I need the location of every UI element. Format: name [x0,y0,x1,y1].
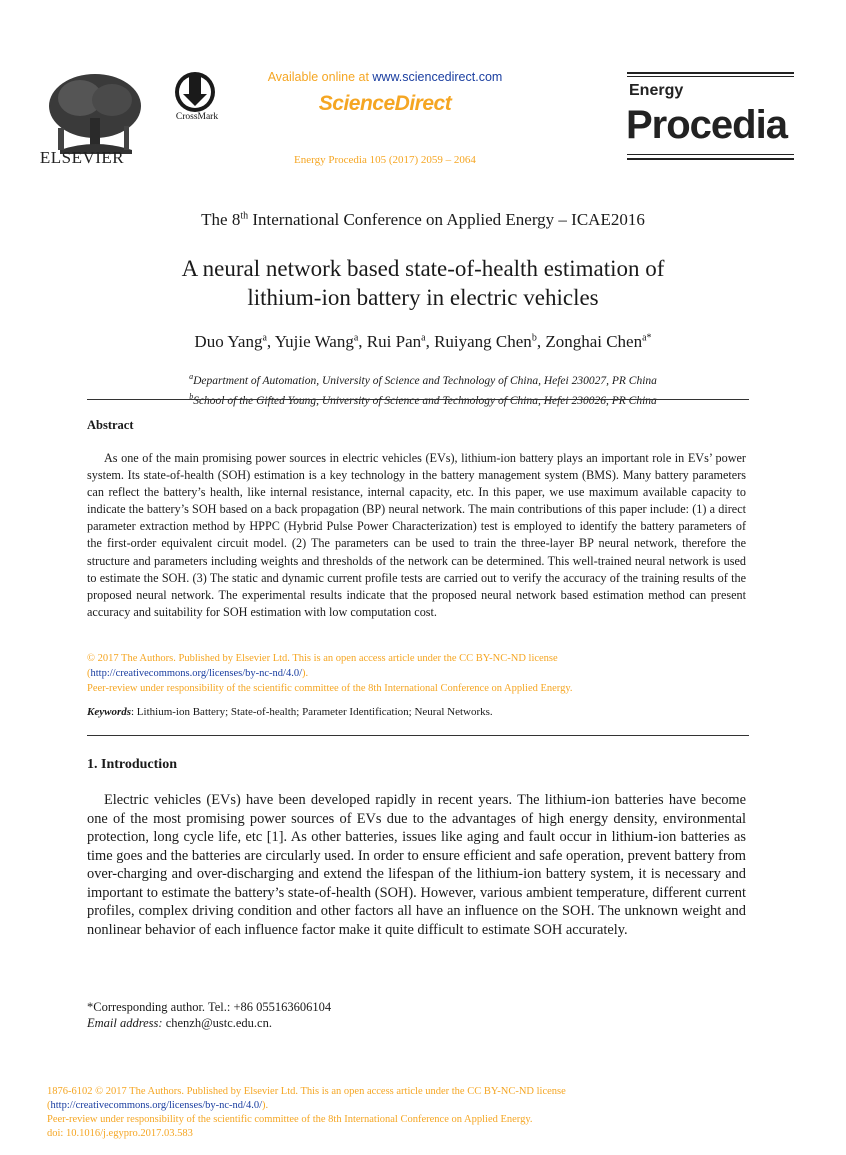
copyright-line: © 2017 The Authors. Published by Elsevier Ltd. This is an open access article under the CC BY-NC-ND license [87,653,558,664]
paren: ( [87,668,91,679]
footer-link-line [47,1099,787,1113]
author-separator: , [266,332,275,351]
author-separator: , [536,332,546,351]
available-prefix: Available online at [267,70,373,84]
crossmark-label: CrossMark [175,112,219,122]
affiliation-mark: b [189,391,194,401]
author-affil-mark: a [353,332,359,344]
abstract-paragraph: As one of the main promising power sources in electric vehicles (EVs), lithium-ion battery plays an important role in EVs’ power system. Its state-of-health (SOH) estimation is a key technology in the battery management system (BMS). Many battery parameters can reflect the battery’s health, like internal resistance, internal capacity, etc. In this paper, we use maximum available capacity to indicate the battery’s SOH based on a back propagation (BP) neural network. The main contributions of this paper include: (1) a direct parameter extraction method by HPPC (Hybrid Pulse Power Characterization) test is employed to identify the battery parameters of the first-order equivalent circuit model. (2) The parameters can be used to train the three-layer BP neural network, therefore the structure and parameters including weights and thresholds of the network can be determined. This well-trained neural network is used to estimate the SOH. (3) The static and dynamic current profile tests are carried out to verify the accuracy of the training results of the proposed neural network. The experimental results indicate that the proposed neural network based estimation method can present accuracy and suitability for SOH estimation with low computation cost. [87,451,746,619]
email-address[interactable]: chenzh@ustc.edu.cn. [162,1016,272,1030]
page-footer [47,1085,787,1141]
title-line-1: A neural network based state-of-health estimation of [181,256,665,281]
affiliations [60,369,786,409]
affiliation-text: Department of Automation, University of Science and Technology of China, Hefei 230027, PR China [193,374,657,387]
author-separator: , [425,332,435,351]
keywords-list: : Lithium-ion Battery; State-of-health; Parameter Identification; Neural Networks. [131,706,493,718]
introduction-paragraph: Electric vehicles (EVs) have been developed rapidly in recent years. The lithium-ion batteries have become one of the most promising power sources of EVs due to the advantages of high energy density, environmental protection, long cycle life, etc [1]. As other batteries, issues like aging and fault occur in lithium-ion batteries as time goes and the batteries are circularly used. In order to ensure efficient and safe operation, prevent battery from over-charging and over-discharging and extend the lifespan of the lithium-ion battery system, it is necessary and important to estimate the battery’s state-of-health (SOH). However, various ambient temperature, different current profiles, complex driving condition and other factors all have an influence on the SOH. The unknown weight and nonlinear behavior of each influence factor make it quite difficult to estimate SOH accurately. [87,792,746,938]
author: Yujie Wang [274,332,354,351]
author: Zonghai Chen [545,332,643,351]
paren: ). [262,1100,269,1111]
affiliation-mark: a [189,372,194,381]
abstract-heading: Abstract [87,418,134,432]
author-separator: , [358,332,367,351]
keywords [87,706,746,718]
affiliation [60,369,786,389]
keywords-label: Keywords [87,706,131,718]
author-affil-mark: a [421,332,426,344]
footer-doi[interactable]: doi: 10.1016/j.egypro.2017.03.583 [47,1128,193,1139]
journal-logo-energy: Energy [629,82,684,99]
license-link[interactable]: http://creativecommons.org/licenses/by-nc-nd/4.0/ [90,668,303,679]
footer-peer-review: Peer-review under responsibility of the scientific committee of the 8th International Conference on Applied Energy. [47,1114,533,1125]
author-affil-mark: a [262,332,267,344]
author-affil-mark: a* [642,332,652,344]
conference-sup: th [240,210,249,222]
copyright-license-line [87,666,746,681]
journal-logo-rule [627,158,794,160]
footer-license-link[interactable]: http://creativecommons.org/licenses/by-nc-nd/4.0/ [50,1100,263,1111]
conference-prefix: The 8 [201,210,241,229]
author: Rui Pan [366,332,422,351]
journal-logo-rule [627,154,794,155]
journal-logo-rule [627,72,794,74]
introduction-heading: 1. Introduction [87,757,177,772]
peer-review-line: Peer-review under responsibility of the scientific committee of the 8th International Conference on Applied Energy. [87,683,573,694]
title-line-2: lithium-ion battery in electric vehicles [247,285,599,310]
journal-logo-rule [627,76,794,77]
sciencedirect-logo[interactable]: ScienceDirect [318,92,452,115]
conference-line [60,210,786,230]
paren: ( [47,1100,51,1111]
section-divider [87,735,749,736]
author-affil-mark: b [531,332,537,344]
publisher-name: ELSEVIER [39,148,125,167]
sciencedirect-link[interactable]: www.sciencedirect.com [372,70,503,84]
affiliation-text: School of the Gifted Young, University of Science and Technology of China, Hefei 230026, PR China [193,394,657,407]
introduction-body [87,791,746,939]
journal-logo-procedia: Procedia [626,103,787,147]
section-divider [87,399,749,400]
author: Duo Yang [194,332,263,351]
abstract-body [87,450,746,621]
footer-license-line: 1876-6102 © 2017 The Authors. Published by Elsevier Ltd. This is an open access article under the CC BY-NC-ND license [47,1086,566,1097]
corresponding-author: *Corresponding author. Tel.: +86 055163606104 [87,1000,332,1014]
author-list [60,332,786,352]
paper-title [60,254,786,312]
abstract-copyright [87,651,746,696]
author: Ruiyang Chen [434,332,532,351]
paren: ). [302,668,309,679]
journal-reference: Energy Procedia 105 (2017) 2059 – 2064 [294,154,476,166]
email-label: Email address: [87,1016,163,1030]
conference-rest: International Conference on Applied Energy – ICAE2016 [248,210,645,229]
corresponding-email [87,1016,272,1031]
available-online-line [210,70,560,84]
